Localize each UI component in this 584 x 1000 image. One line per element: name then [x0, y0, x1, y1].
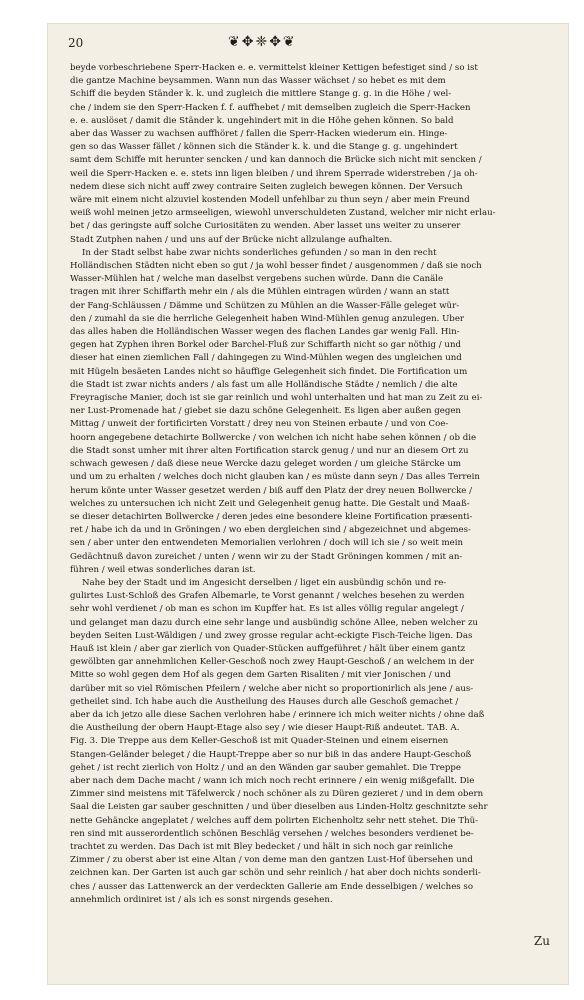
text-line: tragen mit ihrer Schiffarth mehr ein / als die Mühlen eintragen würden / wann an statt: [70, 287, 450, 298]
text-line: Gedächtnuß davon zureichet / unten / wenn wir zu der Stadt Gröningen kommen / mit an-: [70, 551, 463, 562]
text-line: die Austheilung der obern Haupt-Etage also sey / wie dieser Haupt-Riß andeutet. TAB. A.: [70, 723, 460, 734]
catchword: Zu: [533, 934, 550, 948]
text-line: zeichnen kan. Der Garten ist auch gar schön und sehr reinlich / hat aber doch nichts sonderli-: [70, 868, 481, 879]
text-line: bet / das geringste auff solche Curiositäten zu wenden. Aber lasset uns weiter zu unserer: [70, 221, 461, 232]
text-line: und um zu erhalten / welches doch nicht glauben kan / es müste dann seyn / Das alles Terrein: [70, 472, 480, 483]
text-line: Hauß ist klein / aber gar zierlich von Quader-Stücken auffgeführet / hält über einem gantz: [70, 643, 466, 654]
text-line: Mittag / unweit der fortificirten Vorstatt / drey neu von Steinen erbaute / und von Coe-: [70, 419, 449, 430]
text-line: hoorn angegebene detachirte Bollwercke / von welchen ich nicht habe sehen können / ob die: [70, 432, 477, 443]
text-line: der Fang-Schläussen / Dämme und Schützen zu Mühlen an die Wasser-Fälle geleget wür-: [70, 300, 460, 311]
text-line: die Stadt sonst umher mit ihrer alten Fortification starck genug / und nur an diesem Ort zu: [70, 445, 469, 456]
text-line: das alles haben die Holländischen Wasser wegen des flachen Landes gar wenig Fall. Hin-: [70, 327, 460, 338]
text-line: wäre mit einem nicht alzuviel kostenden Modell unfehlbar zu thun seyn / aber mein Freund: [70, 195, 470, 206]
page-header: [48, 24, 568, 60]
text-line: Zimmer sind meistens mit Täfelwerck / noch schöner als zu Düren gezieret / und in dem obern: [70, 789, 484, 800]
text-line: che / indem sie den Sperr-Hacken f. f. auffhebet / mit demselben zugleich die Sperr-Hacken: [70, 102, 471, 113]
text-line: Mitte so wohl gegen dem Hof als gegen dem Garten Risaliten / mit vier Jonischen / und: [70, 670, 451, 681]
text-line: e. e. auslöset / damit die Ständer k. ungehindert mit in die Höhe gehen können. So bald: [70, 115, 454, 126]
text-line: den / zumahl da sie die herrliche Gelegenheit haben Wind-Mühlen genug anzulegen. Uber: [70, 313, 465, 324]
text-line: nedem diese sich nicht auff zwey contraire Seiten zugleich bewegen können. Der Versuch: [70, 181, 463, 192]
book-page: [48, 24, 568, 984]
text-line: trachtet zu werden. Das Dach ist mit Bley bedecket / und hält in sich noch gar reinliche: [70, 841, 453, 852]
text-line: ren sind mit ausserordentlich schönen Beschläg versehen / welches besonders verdienet be-: [70, 828, 474, 839]
text-line: Zimmer / zu oberst aber ist eine Altan / von deme man den gantzen Lust-Hof übersehen und: [70, 855, 473, 866]
text-line: Fig. 3. Die Treppe aus dem Keller-Geschoß ist mit Quader-Steinen und einem eisernen: [70, 736, 449, 747]
text-line: aber das Wasser zu wachsen auffhöret / fallen die Sperr-Hacken wiederum ein. Hinge-: [70, 129, 448, 140]
text-line: In der Stadt selbst habe zwar nichts sonderliches gefunden / so man in den recht: [82, 247, 437, 258]
text-line: die Stadt ist zwar nichts anders / als fast um alle Holländische Städte / nemlich / die alte: [70, 379, 458, 390]
header-ornament: ❦✥❈✥❦: [228, 34, 297, 50]
text-line: gewölbten gar annehmlichen Keller-Geschoß noch zwey Haupt-Geschoß / an welchem in der: [70, 657, 474, 668]
text-line: ret / habe ich da und in Gröningen / wo eben dergleichen sind / abgezeichnet und abgemes-: [70, 525, 471, 536]
text-line: dieser hat einen ziemlichen Fall / dahingegen zu Wind-Mühlen wegen des ungleichen und: [70, 353, 462, 364]
text-line: beyde vorbeschriebene Sperr-Hacken e. e. vermittelst kleiner Kettigen befestiget sind / so ist: [70, 63, 478, 73]
text-line: mit Hügeln besäeten Landes nicht so häuffige Gelegenheit sich findet. Die Fortification um: [70, 366, 468, 377]
page-number: 20: [68, 36, 84, 50]
text-line: die gantze Machine beysammen. Wann nun das Wasser wächset / so hebet es mit dem: [70, 76, 446, 87]
text-line: Saal die Leisten gar sauber geschnitten / und über dieselben aus Linden-Holtz geschnitzte sehr: [70, 802, 488, 813]
text-line: Wasser-Mühlen hat / welche man daselbst vergebens suchen würde. Dann die Canäle: [70, 274, 444, 285]
text-line: weil die Sperr-Hacken e. e. stets inn ligen bleiben / und ihrem Sperrade widerstreben / ja oh-: [70, 168, 478, 179]
text-line: darüber mit so viel Römischen Pfeilern / welche aber nicht so proportionirlich als jene / aus-: [70, 683, 474, 694]
text-line: aber nach dem Dache macht / wann ich mich noch recht erinnere / ein wenig mißgefallt. Die: [70, 775, 475, 786]
text-line: führen / weil etwas sonderliches daran ist.: [70, 564, 256, 575]
text-line: und gelanget man dazu durch eine sehr lange und ausbündig schöne Allee, neben welcher zu: [70, 617, 479, 628]
text-line: sehr wohl verdienet / ob man es schon im Kupffer hat. Es ist alles völlig regular angelegt /: [70, 604, 464, 615]
text-line: Schiff die beyden Ständer k. k. und zugleich die mittlere Stange g. g. in die Höhe / wel-: [70, 89, 452, 100]
text-line: Nahe bey der Stadt und im Angesicht derselben / liget ein ausbündig schön und re-: [82, 577, 447, 588]
text-line: herum könte unter Wasser gesetzet werden / biß auff den Platz der drey neuen Bollwercke /: [70, 485, 473, 496]
text-line: Holländischen Städten nicht eben so gut / ja wohl besser findet / ausgenommen / daß sie noch: [70, 261, 482, 272]
text-line: Stadt Zutphen nahen / und uns auf der Brücke nicht allzulange aufhalten.: [70, 234, 393, 245]
body-text: [70, 62, 556, 907]
text-line: Freyragische Manier, doch ist sie gar reinlich und wohl unterhalten und hat man zu Zeit zu ei-: [70, 393, 483, 404]
text-line: aber da ich jetzo alle diese Sachen verlohren habe / erinnere ich mich weiter nichts / ohne daß: [70, 709, 485, 720]
text-line: gen so das Wasser fället / können sich die Ständer k. k. und die Stange g. g. ungehindert: [70, 142, 458, 153]
text-line: ches / ausser das Lattenwerck an der verdeckten Gallerie am Ende desselbigen / welches so: [70, 881, 474, 892]
text-line: beyden Seiten Lust-Wäldigen / und zwey grosse regular acht-eckigte Fisch-Teiche ligen. Das: [70, 630, 473, 641]
text-line: se dieser detachirten Bollwercke / deren jedes eine besondere kleine Fortification præsenti-: [70, 511, 473, 522]
text-line: samt dem Schiffe mit herunter sencken / und kan dannoch die Brücke sich nicht mit sencken /: [70, 155, 482, 166]
text-line: gehet / ist recht zierlich von Holtz / und an den Wänden gar sauber gemahlet. Die Treppe: [70, 762, 461, 773]
text-line: annehmlich ordiniret ist / als ich es sonst nirgends gesehen.: [70, 894, 333, 905]
text-line: Stangen-Geländer beleget / die Haupt-Treppe aber so nur biß in das andere Haupt-Geschoß: [70, 749, 472, 760]
text-line: schwach gewesen / daß diese neue Wercke dazu geleget worden / um gleiche Stärcke um: [70, 459, 462, 470]
text-line: ner Lust-Promenade hat / giebet sie dazu schöne Gelegenheit. Es ligen aber außen gegen: [70, 406, 461, 417]
text-line: getheilet sind. Ich habe auch die Austheilung des Hauses durch alle Geschoß gemachet /: [70, 696, 459, 707]
text-line: nette Gehäncke angeplatet / welches auff dem polirten Eichenholtz sehr nett stehet. Die Thü-: [70, 815, 479, 826]
text-line: sen / aber unter den entwendeten Memorialien verlohren / doch will ich sie / so weit mein: [70, 538, 464, 549]
text-line: weiß wohl meinen jetzo armseeligen, wiewohl unverschuldeten Zustand, welcher mir nicht erlau-: [70, 208, 496, 219]
text-line: gegen hat Zyphen ihren Borkel oder Barchel-Fluß zur Schiffarth nicht so gar nöthig / und: [70, 340, 461, 351]
text-line: welches zu untersuchen ich nicht Zeit und Gelegenheit genug hatte. Die Gestalt und Maaß-: [70, 498, 470, 509]
text-line: gulirtes Lust-Schloß des Grafen Albemarle, te Vorst genannt / welches besehen zu werden: [70, 591, 465, 602]
